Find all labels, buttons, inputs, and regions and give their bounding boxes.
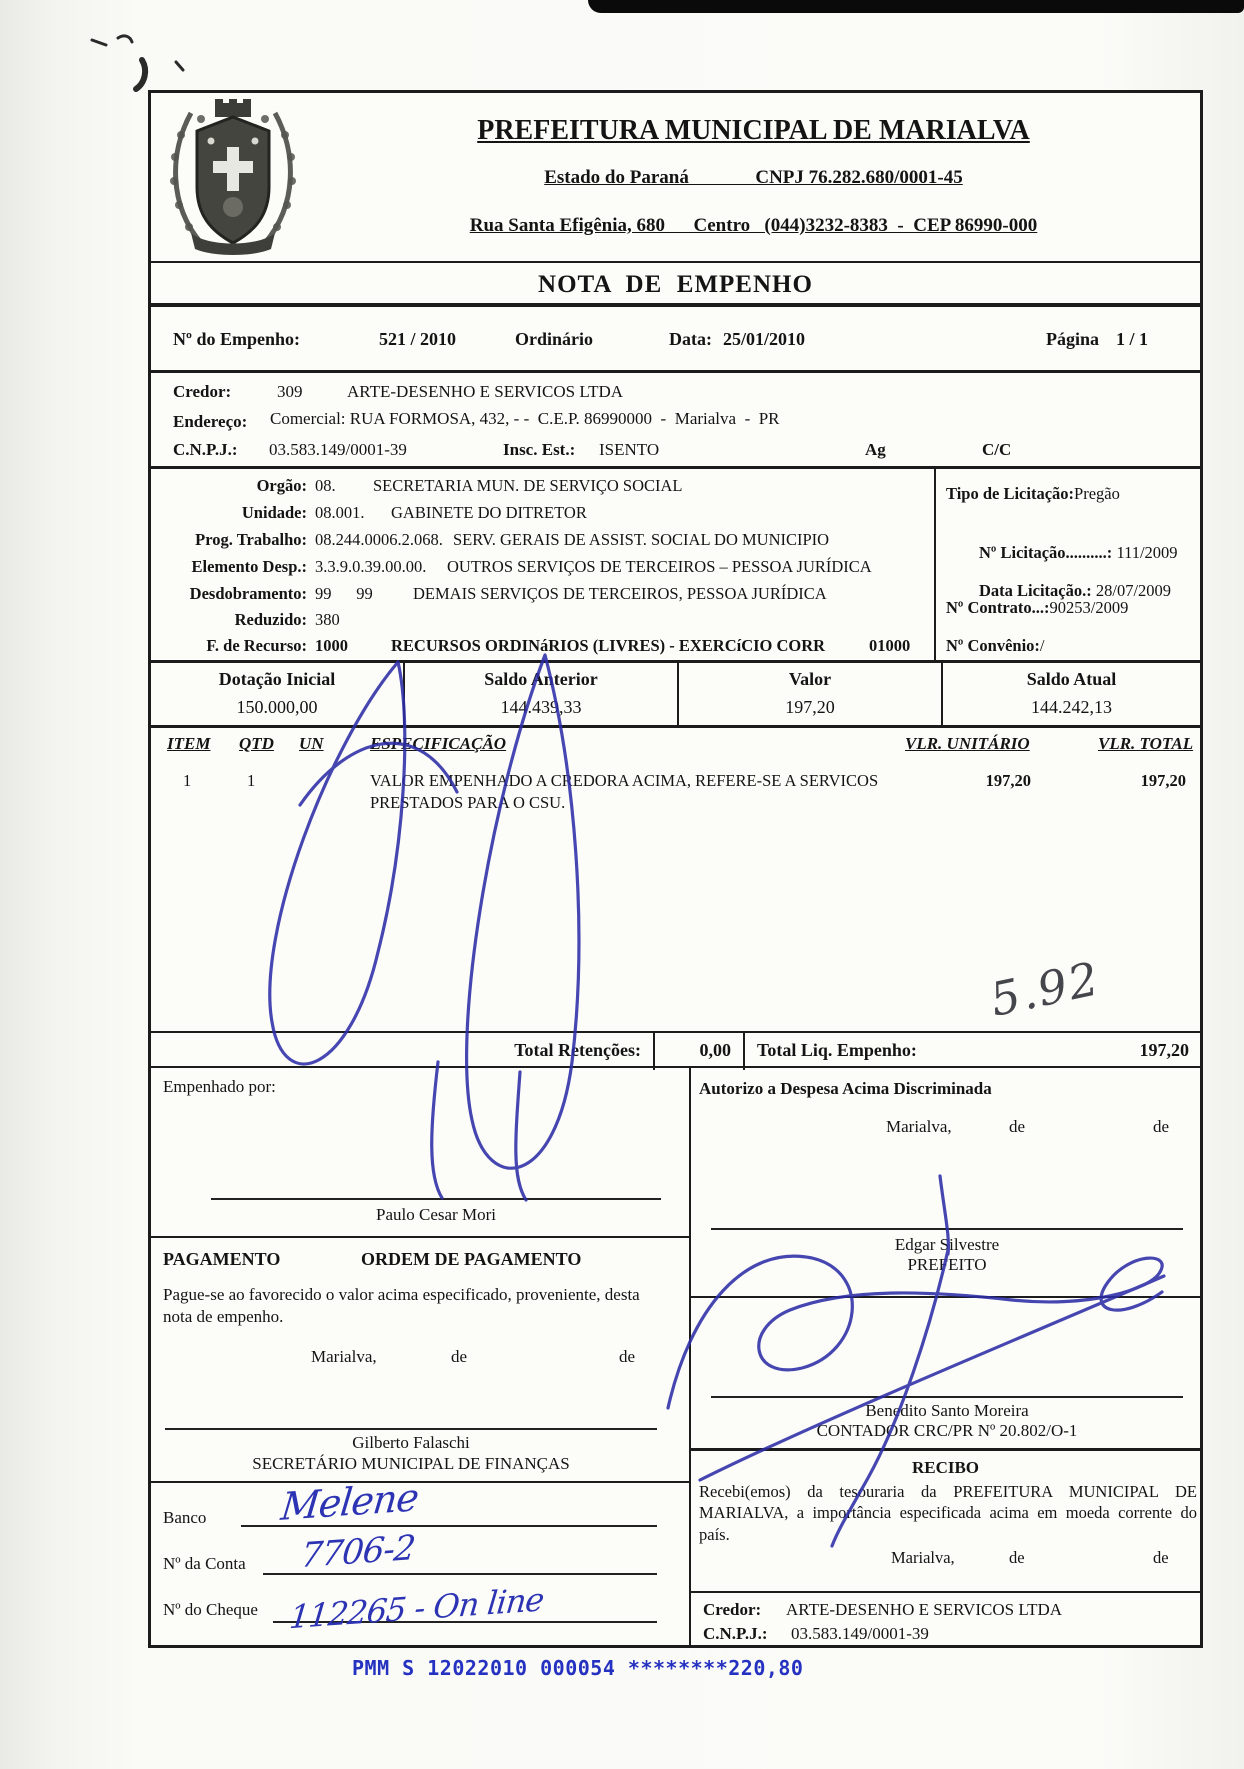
item-vlr-total: 197,20 bbox=[1140, 771, 1186, 790]
header-address-row bbox=[309, 215, 1198, 237]
contador-name: Benedito Santo Moreira bbox=[865, 1401, 1029, 1420]
doc-title: NOTA DE EMPENHO bbox=[538, 271, 813, 298]
dotacao-table bbox=[151, 663, 1200, 728]
licitacao-convenio-row bbox=[946, 635, 1045, 656]
dotacao-value-valor: 197,20 bbox=[785, 697, 835, 717]
licitacao-tipo-value: Pregão bbox=[1074, 484, 1120, 503]
secretario-title: SECRETÁRIO MUNICIPAL DE FINANÇAS bbox=[252, 1454, 570, 1473]
conta-line bbox=[263, 1573, 657, 1575]
banco-box bbox=[151, 1474, 689, 1648]
licitacao-divider bbox=[934, 469, 936, 663]
desdobramento-label: Desdobramento: bbox=[189, 584, 307, 603]
autorizo-city: Marialva, bbox=[886, 1117, 952, 1136]
dot-matrix-footer: PMM S 12022010 000054 ********220,80 bbox=[352, 1656, 804, 1680]
recibo-city: Marialva, bbox=[891, 1548, 955, 1567]
cnpj-value: 03.583.149/0001-39 bbox=[269, 440, 407, 459]
autorizo-de1: de bbox=[1009, 1117, 1026, 1136]
empenhado-por-label: Empenhado por: bbox=[163, 1077, 276, 1096]
credor-footer-label: Credor: bbox=[703, 1600, 762, 1619]
orgao-code: 08. bbox=[315, 476, 336, 495]
dotacao-header-anterior: Saldo Anterior bbox=[484, 669, 598, 689]
prog-trabalho-desc: SERV. GERAIS DE ASSIST. SOCIAL DO MUNICIPIO bbox=[453, 530, 830, 549]
insc-est-value: ISENTO bbox=[599, 440, 660, 459]
address-line: Rua Santa Efigênia, 680 Centro (044)3232-8383 - CEP 86990-000 bbox=[469, 215, 1038, 236]
item-vlr-unitario: 197,20 bbox=[985, 771, 1031, 790]
fonte-recurso-label: F. de Recurso: bbox=[206, 636, 307, 655]
pagamento-city: Marialva, bbox=[311, 1347, 377, 1366]
totais-divider-2 bbox=[743, 1033, 745, 1070]
reduzido-label: Reduzido: bbox=[234, 610, 307, 629]
desdobramento-desc: DEMAIS SERVIÇOS DE TERCEIROS, PESSOA JURÍDICA bbox=[413, 584, 827, 603]
desdobramento-code: 99 99 bbox=[315, 584, 373, 603]
credor-nome: ARTE-DESENHO E SERVICOS LTDA bbox=[347, 382, 624, 401]
col-item: ITEM bbox=[167, 734, 211, 753]
contador-signature-line bbox=[711, 1396, 1183, 1398]
recibo-box bbox=[691, 1451, 1200, 1591]
unidade-label: Unidade: bbox=[241, 503, 307, 522]
col-vlr-total: VLR. TOTAL bbox=[1098, 734, 1194, 753]
empenho-date-value: 25/01/2010 bbox=[723, 329, 806, 349]
autorizo-de2: de bbox=[1153, 1117, 1170, 1136]
licitacao-numero-label: Nº Licitação..........: bbox=[979, 543, 1113, 563]
credor-codigo: 309 bbox=[277, 382, 303, 401]
licitacao-numero-value: 111/2009 bbox=[1112, 543, 1178, 563]
cnpj-label: C.N.P.J.: bbox=[173, 440, 238, 459]
convenio-value: / bbox=[1039, 636, 1045, 655]
cheque-label: Nº do Cheque bbox=[163, 1600, 258, 1619]
totais-row bbox=[151, 1031, 1200, 1068]
col-especificacao: ESPECIFICAÇÃO bbox=[370, 734, 507, 753]
cc-label: C/C bbox=[982, 440, 1012, 459]
empenho-row bbox=[151, 307, 1200, 373]
prefeito-signature-line bbox=[711, 1228, 1183, 1230]
elemento-desp-code: 3.3.9.0.39.00.00. bbox=[315, 557, 427, 576]
recibo-de1: de bbox=[1009, 1548, 1025, 1567]
credor-footer-value: ARTE-DESENHO E SERVICOS LTDA bbox=[786, 1600, 1063, 1619]
dotacao-header-valor: Valor bbox=[788, 669, 832, 689]
credor-footer-cnpj-value: 03.583.149/0001-39 bbox=[791, 1624, 929, 1643]
reduzido-code: 380 bbox=[315, 610, 340, 629]
pagamento-box bbox=[151, 1238, 689, 1483]
prog-trabalho-code: 08.244.0006.2.068. bbox=[315, 530, 443, 549]
recibo-title: RECIBO bbox=[911, 1458, 980, 1477]
page-label: Página bbox=[1046, 329, 1100, 349]
prog-trabalho-label: Prog. Trabalho: bbox=[195, 530, 307, 549]
total-liquido-label: Total Liq. Empenho: bbox=[757, 1040, 917, 1060]
item-num: 1 bbox=[183, 771, 192, 790]
item-desc-2: PRESTADOS PARA O CSU. bbox=[370, 793, 566, 812]
header-title-row bbox=[309, 115, 1198, 147]
prefeito-title: PREFEITO bbox=[907, 1255, 987, 1274]
empenho-number-value: 521 / 2010 bbox=[379, 329, 457, 349]
pagamento-de1: de bbox=[451, 1347, 468, 1366]
state-cnpj-line: Estado do Paraná CNPJ 76.282.680/0001-45 bbox=[544, 167, 963, 188]
unidade-desc: GABINETE DO DITRETOR bbox=[391, 503, 587, 522]
orgao-desc: SECRETARIA MUN. DE SERVIÇO SOCIAL bbox=[373, 476, 683, 495]
item-desc-1: VALOR EMPENHADO A CREDORA ACIMA, REFERE-SE A SERVICOS bbox=[370, 771, 879, 790]
credor-footer-box bbox=[691, 1591, 1200, 1648]
convenio-label: Nº Convênio: bbox=[946, 636, 1040, 655]
licitacao-data-value: 28/07/2009 bbox=[1091, 581, 1172, 601]
cheque-handwriting: 112265 - On line bbox=[287, 1580, 546, 1637]
marialva-coat-of-arms-icon bbox=[157, 95, 309, 257]
banco-label: Banco bbox=[163, 1508, 207, 1527]
pagamento-de2: de bbox=[619, 1347, 636, 1366]
dotacao-header-inicial: Dotação Inicial bbox=[218, 669, 336, 689]
total-retencoes-value: 0,00 bbox=[699, 1040, 731, 1060]
insc-est-label: Insc. Est.: bbox=[503, 440, 576, 459]
empenhado-signature-line bbox=[211, 1198, 661, 1200]
header-state-row bbox=[309, 167, 1198, 189]
total-retencoes-label: Total Retenções: bbox=[514, 1040, 641, 1060]
autorizo-title: Autorizo a Despesa Acima Discriminada bbox=[699, 1079, 992, 1098]
fonte-recurso-extra: 01000 bbox=[869, 636, 911, 655]
empenho-number-label: Nº do Empenho: bbox=[173, 329, 300, 349]
secretario-name: Gilberto Falaschi bbox=[352, 1433, 470, 1452]
item-qtd: 1 bbox=[247, 771, 256, 790]
contador-title: CONTADOR CRC/PR Nº 20.802/O-1 bbox=[816, 1421, 1078, 1440]
pagamento-text-1: Pague-se ao favorecido o valor acima especificado, proveniente, desta bbox=[163, 1285, 640, 1304]
credor-label: Credor: bbox=[173, 382, 232, 401]
col-qtd: QTD bbox=[239, 734, 274, 753]
empenho-modalidade: Ordinário bbox=[515, 329, 594, 349]
dotacao-value-atual: 144.242,13 bbox=[1031, 697, 1112, 717]
elemento-desp-desc: OUTROS SERVIÇOS DE TERCEIROS – PESSOA JURÍDICA bbox=[447, 557, 872, 576]
ordem-pagamento-title: ORDEM DE PAGAMENTO bbox=[361, 1249, 582, 1269]
dotacao-value-inicial: 150.000,00 bbox=[236, 697, 318, 717]
conta-handwriting: 7706-2 bbox=[299, 1527, 417, 1577]
fonte-recurso-code: 1000 bbox=[315, 636, 348, 655]
credor-block bbox=[151, 373, 1200, 469]
total-liquido-value: 197,20 bbox=[1139, 1040, 1189, 1060]
dotacao-header-atual: Saldo Atual bbox=[1026, 669, 1117, 689]
contrato-label: Nº Contrato...: bbox=[946, 598, 1050, 617]
conta-label: Nº da Conta bbox=[163, 1554, 246, 1573]
dotacao-value-anterior: 144.439,33 bbox=[500, 697, 582, 717]
pencil-note: 5.92 bbox=[985, 951, 1105, 1027]
licitacao-contrato-row bbox=[946, 597, 1128, 618]
prefeito-name: Edgar Silvestre bbox=[894, 1235, 1000, 1254]
banco-line bbox=[241, 1525, 657, 1527]
endereco-label: Endereço: bbox=[173, 412, 248, 431]
cheque-line bbox=[273, 1621, 657, 1623]
credor-footer-cnpj-label: C.N.P.J.: bbox=[703, 1624, 768, 1643]
header-section bbox=[151, 93, 1200, 261]
licitacao-tipo-label: Tipo de Licitação: bbox=[946, 484, 1075, 503]
scan-artifact-top-bar bbox=[588, 0, 1244, 13]
elemento-desp-label: Elemento Desp.: bbox=[191, 557, 307, 576]
autorizo-box bbox=[691, 1068, 1200, 1298]
ag-label: Ag bbox=[865, 440, 886, 459]
totais-divider-1 bbox=[653, 1033, 655, 1070]
unidade-code: 08.001. bbox=[315, 503, 365, 522]
licitacao-data-label: Data Licitação.: bbox=[979, 581, 1092, 601]
banco-handwriting: Melene bbox=[278, 1474, 421, 1529]
fonte-recurso-desc: RECURSOS ORDINáRIOS (LIVRES) - EXERCíCIO CORR bbox=[391, 636, 826, 655]
empenho-date-label: Data: bbox=[669, 329, 712, 349]
orcamento-block bbox=[151, 469, 1200, 663]
nota-de-empenho-form bbox=[148, 90, 1203, 1648]
pagamento-title: PAGAMENTO bbox=[163, 1249, 281, 1269]
col-un: UN bbox=[299, 734, 324, 753]
contador-box bbox=[691, 1298, 1200, 1451]
page-value: 1 / 1 bbox=[1116, 329, 1149, 349]
col-vlr-unitario: VLR. UNITÁRIO bbox=[905, 734, 1030, 753]
empenhado-signer-name: Paulo Cesar Mori bbox=[376, 1205, 496, 1224]
doc-title-band bbox=[151, 261, 1200, 307]
secretario-signature-line bbox=[165, 1428, 657, 1430]
orgao-label: Orgão: bbox=[256, 476, 307, 495]
licitacao-tipo-row bbox=[946, 483, 1120, 504]
pagamento-text-2: nota de empenho. bbox=[163, 1307, 284, 1326]
endereco-value: Comercial: RUA FORMOSA, 432, - - C.E.P. 86990000 - Marialva - PR bbox=[270, 409, 780, 428]
prefeitura-title: PREFEITURA MUNICIPAL DE MARIALVA bbox=[477, 115, 1030, 146]
contrato-value: 90253/2009 bbox=[1049, 598, 1129, 617]
recibo-de2: de bbox=[1153, 1548, 1169, 1567]
empenhado-box bbox=[151, 1068, 689, 1238]
recibo-text: Recebi(emos) da tesouraria da PREFEITURA MUNICIPAL DE MARIALVA, a importância especificada acima em moeda corrente do país. bbox=[699, 1482, 1197, 1544]
